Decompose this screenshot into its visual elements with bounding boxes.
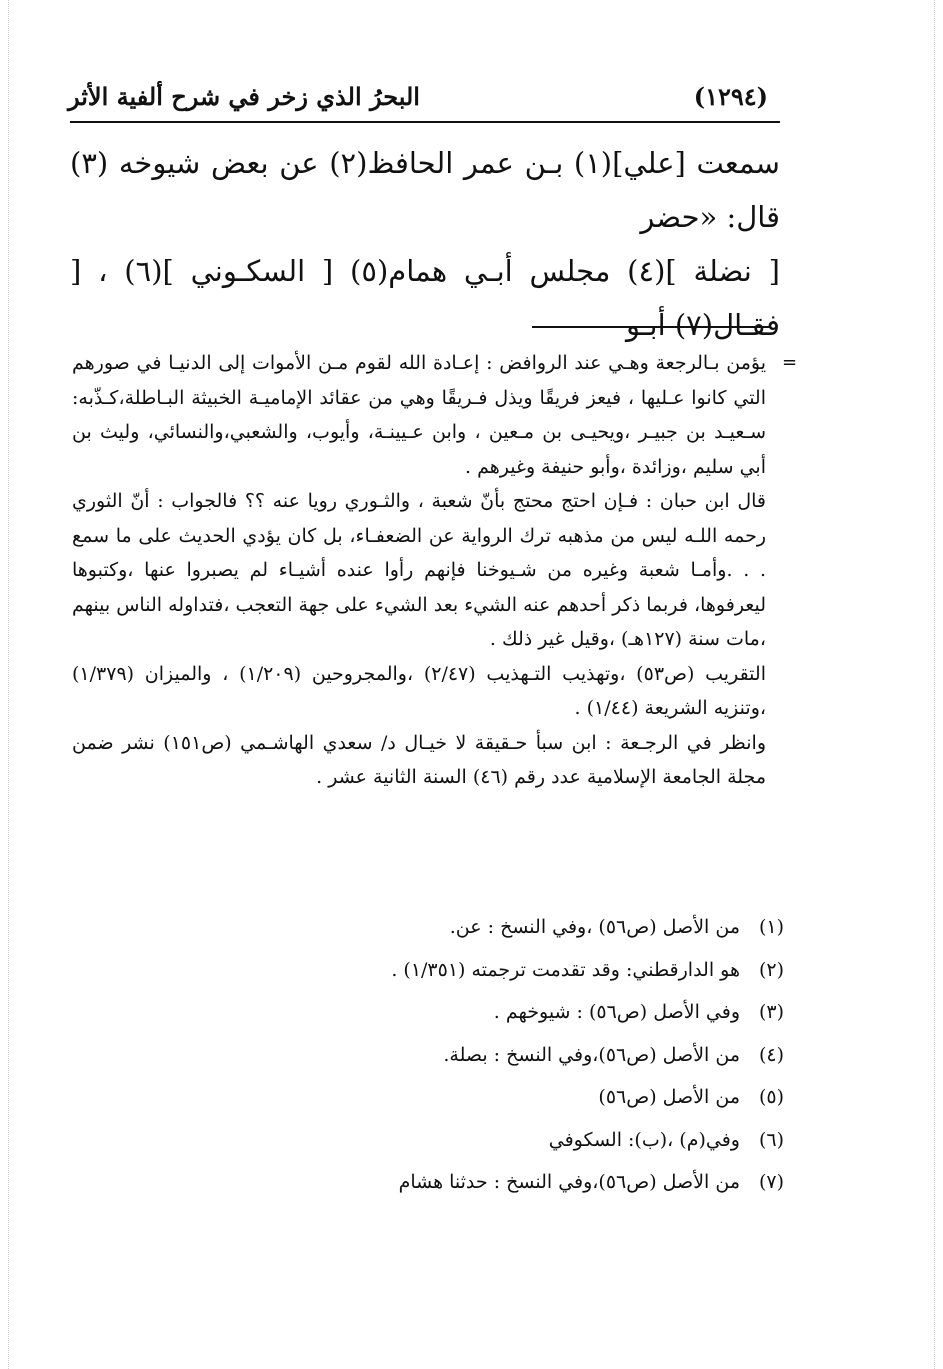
footnote-item xyxy=(180,1161,784,1204)
note-paragraph: قال ابن حبان : فـإن احتج محتج بأنّ شعبة ، والثـوري رويا عنه ؟؟ فالجواب : أنّ الثوري رحمه اللـه ليس من مذهبه ترك الرواية عن الضعفـاء، بل كان يؤدي الحديث على ما سمع . . .وأمـا شعبة وغيره من شـيوخنا فإنهم رأوا عنده أشيـاء لم يصبروا عنها ،وكتبوها ليعرفوها، فربما ذكر أحدهم عنه الشيء بعد الشيء على جهة التعجب ،فتداوله الناس بينهم ،مات سنة (١٢٧هـ) ،وقيل غير ذلك . xyxy=(72,490,766,650)
header-divider xyxy=(70,121,780,123)
footnote-item xyxy=(180,1076,784,1119)
footnote-text: وفي(م) ،(ب): السكوفي xyxy=(548,1128,740,1151)
main-text-line: [ نضلة ](٤) مجلس أبـي همام(٥) [ السكـوني ](٦) ، [ فقـال(٧) أبـو xyxy=(70,254,780,342)
main-body-text xyxy=(70,136,780,352)
note-paragraph: التقريب (ص٥٣) ،وتهذيب التـهذيب (٢/٤٧) ،والمجروحين (١/٢٠٩) ، والميزان (١/٣٧٩) ،وتنزيه الشريعة (١/٤٤) . xyxy=(72,662,766,719)
footnote-number: (٢) xyxy=(758,958,784,981)
running-title: البحرُ الذي زخر في شرح ألفية الأثر xyxy=(68,82,420,111)
scan-margin-dots-right xyxy=(934,0,937,1369)
footnote-item xyxy=(180,1034,784,1077)
footnote-item xyxy=(180,906,784,949)
footnote-item xyxy=(180,991,784,1034)
footnote-list xyxy=(180,906,784,1204)
footnote-number: (١) xyxy=(758,916,784,938)
footnote-text: من الأصل (ص٥٦)،وفي النسخ : بصلة. xyxy=(443,1043,740,1066)
page-number: (١٢٩٤) xyxy=(693,82,768,111)
footnote-text: من الأصل (ص٥٦) ،وفي النسخ : عن. xyxy=(449,916,740,938)
footnote-number: (٦) xyxy=(758,1128,784,1151)
footnote-divider xyxy=(532,326,770,328)
footnote-number: (٥) xyxy=(758,1086,784,1108)
footnote-number: (٧) xyxy=(758,1171,784,1193)
footnote-text: وفي الأصل (ص٥٦) : شيوخهم . xyxy=(493,1001,740,1023)
footnote-number: (٤) xyxy=(758,1043,784,1066)
scan-margin-dots-left xyxy=(8,0,11,1369)
footnote-continuation-text xyxy=(72,346,766,795)
page-header xyxy=(68,78,780,118)
note-paragraph: يؤمن بـالرجعة وهـي عند الروافض : إعـادة الله لقوم مـن الأموات إلى الدنيـا في صورهم التي كانوا عـليها ، فيعز فريقًا ويذل فـريقًا وهي من عقائد الإماميـة الخبيثة البـاطلة،كـذّبه: سـعيـد بن جبيـر ،ويحيـى بن مـعين ، وابن عـيينـة، وأيوب، والشعبي،والنسائي، وليث بن أبي سليم ،وزائدة ،وأبو حنيفة وغيرهم . xyxy=(72,352,766,478)
note-paragraph: وانظر في الرجـعة : ابن سبأ حـقيقة لا خيـال د/ سعدي الهاشـمي (ص١٥١) نشر ضمن مجلة الجامعة الإسلامية عدد رقم (٤٦) السنة الثانية عشر . xyxy=(72,731,766,788)
footnote-item xyxy=(180,949,784,992)
main-text-line: سمعت [علي](١) بـن عمر الحافظ(٢) عن بعض شيوخه (٣) قال: «حضر xyxy=(70,146,780,234)
footnote-continuation-marker: = xyxy=(782,352,798,373)
footnote-item xyxy=(180,1119,784,1162)
footnote-number: (٣) xyxy=(758,1001,784,1023)
footnote-text: من الأصل (ص٥٦)،وفي النسخ : حدثنا هشام xyxy=(398,1171,740,1193)
footnote-text: هو الدارقطني: وقد تقدمت ترجمته (١/٣٥١) . xyxy=(391,958,740,981)
footnote-text: من الأصل (ص٥٦) xyxy=(598,1086,740,1108)
